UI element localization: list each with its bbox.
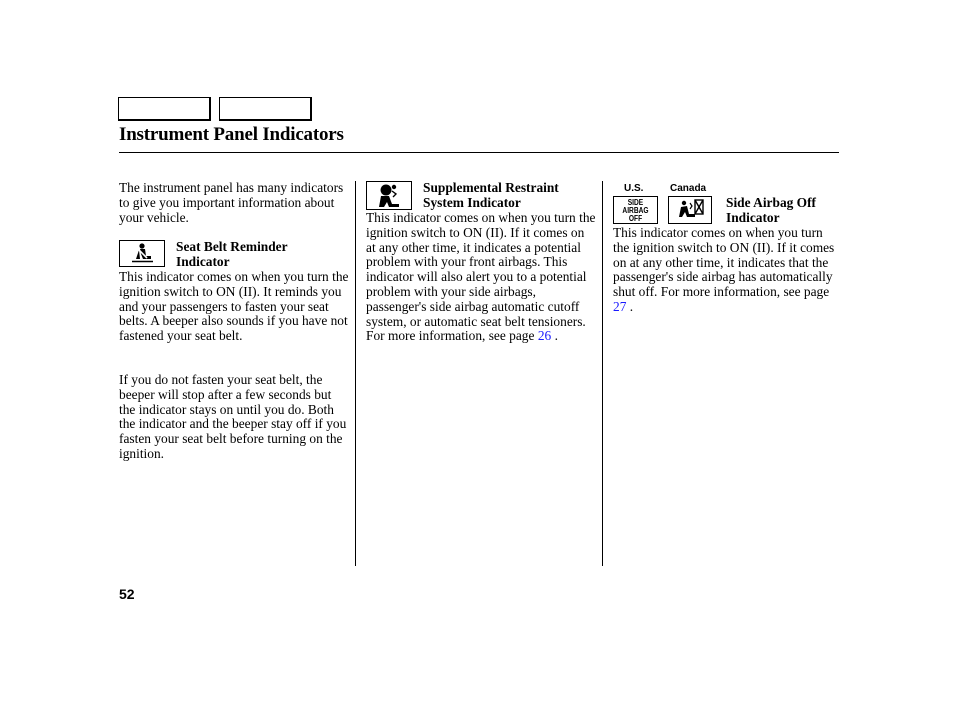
seat-belt-heading-line-1: Seat Belt Reminder: [176, 239, 288, 254]
seat-belt-reminder-icon: [119, 240, 165, 267]
column-divider: [602, 181, 603, 566]
side-airbag-more-suffix: .: [629, 298, 634, 314]
seat-belt-heading-line-2: Indicator: [176, 253, 230, 269]
us-label: U.S.: [624, 183, 644, 194]
title-rule: [119, 152, 839, 153]
srs-heading: [423, 181, 559, 211]
srs-body-text: This indicator comes on when you turn the ignition switch to ON (II). If it comes on at any other time, it indicates a potential problem with your front airbags. This indicator will also alert you to a potential problem with your side airbags, passenger's side airbag automatic cutoff system, or automatic seat belt tensioners.: [366, 210, 596, 329]
side-airbag-more-prefix: For more information, see page: [660, 284, 830, 300]
intro-paragraph: The instrument panel has many indicators to give you important information about your vehicle.: [119, 180, 344, 225]
side-airbag-body: [613, 226, 841, 315]
nav-button-contents[interactable]: [118, 97, 211, 121]
srs-heading-line-2: System Indicator: [423, 194, 521, 210]
side-airbag-body-text: This indicator comes on when you turn the ignition switch to ON (II). If it comes on at any other time, it indicates that the passenger's side airbag has automatically shut off.: [613, 225, 835, 300]
side-airbag-off-us-icon: [613, 196, 658, 224]
page-title: Instrument Panel Indicators: [119, 124, 344, 145]
canada-label: Canada: [670, 183, 707, 194]
column-divider: [355, 181, 356, 566]
side-airbag-heading: [726, 196, 816, 226]
us-icon-text-1: SIDE: [627, 198, 644, 207]
nav-button-index[interactable]: [219, 97, 312, 121]
us-icon-text-3: OFF: [628, 214, 643, 223]
side-airbag-heading-line-2: Indicator: [726, 209, 780, 225]
srs-more-prefix: For more information, see page: [366, 328, 535, 344]
seat-belt-heading: [176, 240, 288, 270]
srs-page-link[interactable]: 26: [537, 328, 552, 344]
srs-more-suffix: .: [554, 328, 558, 344]
page-number: 52: [119, 586, 135, 602]
srs-heading-line-1: Supplemental Restraint: [423, 180, 559, 195]
us-icon-text-2: AIRBAG: [622, 206, 649, 215]
side-airbag-heading-line-1: Side Airbag Off: [726, 195, 817, 210]
seat-belt-body-2: If you do not fasten your seat belt, the beeper will stop after a few seconds but the indicator stays on until you do. Both the indicator and the beeper stay off if you fasten your seat belt before turning on the ignition.: [119, 372, 347, 461]
side-airbag-off-icon: [668, 196, 712, 224]
srs-airbag-icon: [366, 181, 412, 210]
seat-belt-body: This indicator comes on when you turn the ignition switch to ON (II). It reminds you and your passengers to fasten your seat belts. A beeper also sounds if you have not fastened your seat belt.: [119, 269, 349, 344]
side-airbag-page-link[interactable]: 27: [613, 298, 627, 314]
srs-body: [366, 211, 596, 344]
